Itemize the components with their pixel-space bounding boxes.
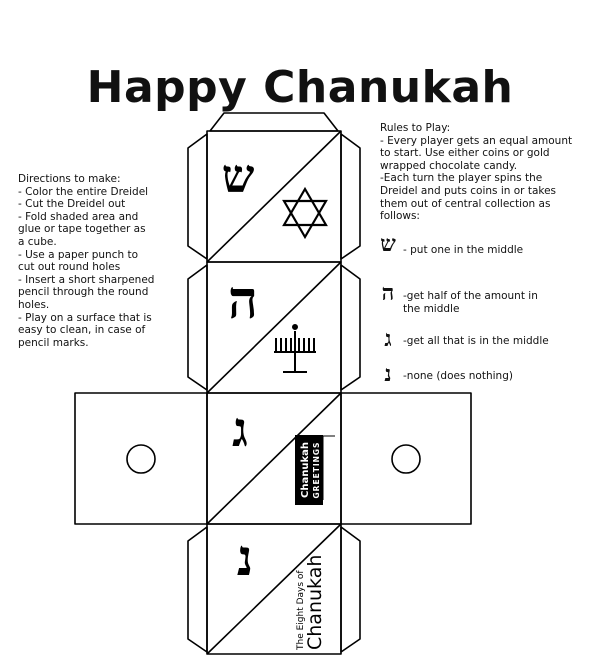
rules-line: follows: xyxy=(380,210,420,223)
badge-line-greetings: GREETINGS xyxy=(312,441,321,499)
directions-line: - Color the entire Dreidel xyxy=(18,185,149,198)
face-letter-hey: ה xyxy=(228,270,258,331)
glue-tab xyxy=(188,265,207,390)
caption-small: The Eight Days of xyxy=(296,570,306,650)
directions-line: - Play on a surface that is xyxy=(18,311,152,324)
glue-tab xyxy=(210,113,338,131)
legend-letter: ג xyxy=(384,326,392,352)
legend-text: -get half of the amount in xyxy=(403,290,538,302)
rules-heading: Rules to Play: xyxy=(380,122,451,134)
rules-line: -Each turn the player spins the xyxy=(380,172,543,185)
face-letter-gimel: ג xyxy=(232,402,248,458)
side-panel-right xyxy=(341,393,471,524)
star-of-david-icon xyxy=(284,189,326,237)
rules-line: Dreidel and puts coins in or takes xyxy=(380,184,557,197)
legend-text: - put one in the middle xyxy=(403,244,524,256)
glue-tab xyxy=(341,134,360,259)
rules-line: - Every player gets an equal amount xyxy=(380,134,573,147)
chanukah-greetings-badge xyxy=(295,435,323,505)
directions-line: easy to clean, in case of xyxy=(18,324,146,337)
legend-letter: נ xyxy=(384,361,392,387)
rules-line: to start. Use either coins or gold xyxy=(380,147,550,160)
page-title: Happy Chanukah xyxy=(86,62,514,113)
directions-line: pencil through the round xyxy=(18,286,149,299)
face-letter-shin: ש xyxy=(221,149,255,203)
face-letter-nun: נ xyxy=(236,528,254,587)
eight-days-caption xyxy=(296,555,326,651)
legend-text: -get all that is in the middle xyxy=(403,335,549,347)
directions-line: - Cut the Dreidel out xyxy=(18,198,126,211)
glue-tab xyxy=(188,134,207,259)
directions-line: - Use a paper punch to xyxy=(18,248,139,261)
legend-letter: ה xyxy=(381,280,395,306)
badge-line-chanukah: Chanukah xyxy=(300,442,311,498)
directions-line: - Insert a short sharpened xyxy=(18,273,155,286)
punch-hole xyxy=(392,445,420,473)
glue-tab xyxy=(341,265,360,390)
candle-row-icon xyxy=(323,436,335,500)
legend-text: the middle xyxy=(403,302,460,315)
directions-line: a cube. xyxy=(18,235,57,248)
rules-line: wrapped chocolate candy. xyxy=(380,159,518,172)
side-panel-left xyxy=(75,393,207,524)
rules-line: them out of central collection as xyxy=(380,197,551,210)
menorah-icon xyxy=(274,325,316,372)
directions-line: glue or tape together as xyxy=(18,223,146,236)
directions-line: - Fold shaded area and xyxy=(18,210,139,223)
directions-line: pencil marks. xyxy=(18,336,89,349)
legend-text: -none (does nothing) xyxy=(403,370,513,382)
punch-hole xyxy=(127,445,155,473)
glue-tab xyxy=(188,527,207,652)
legend-letter: ש xyxy=(380,231,396,257)
glue-tab xyxy=(341,527,360,652)
directions-line: holes. xyxy=(18,298,50,311)
directions-heading: Directions to make: xyxy=(18,173,121,185)
directions-line: cut out round holes xyxy=(18,261,121,274)
caption-big: Chanukah xyxy=(304,554,326,650)
